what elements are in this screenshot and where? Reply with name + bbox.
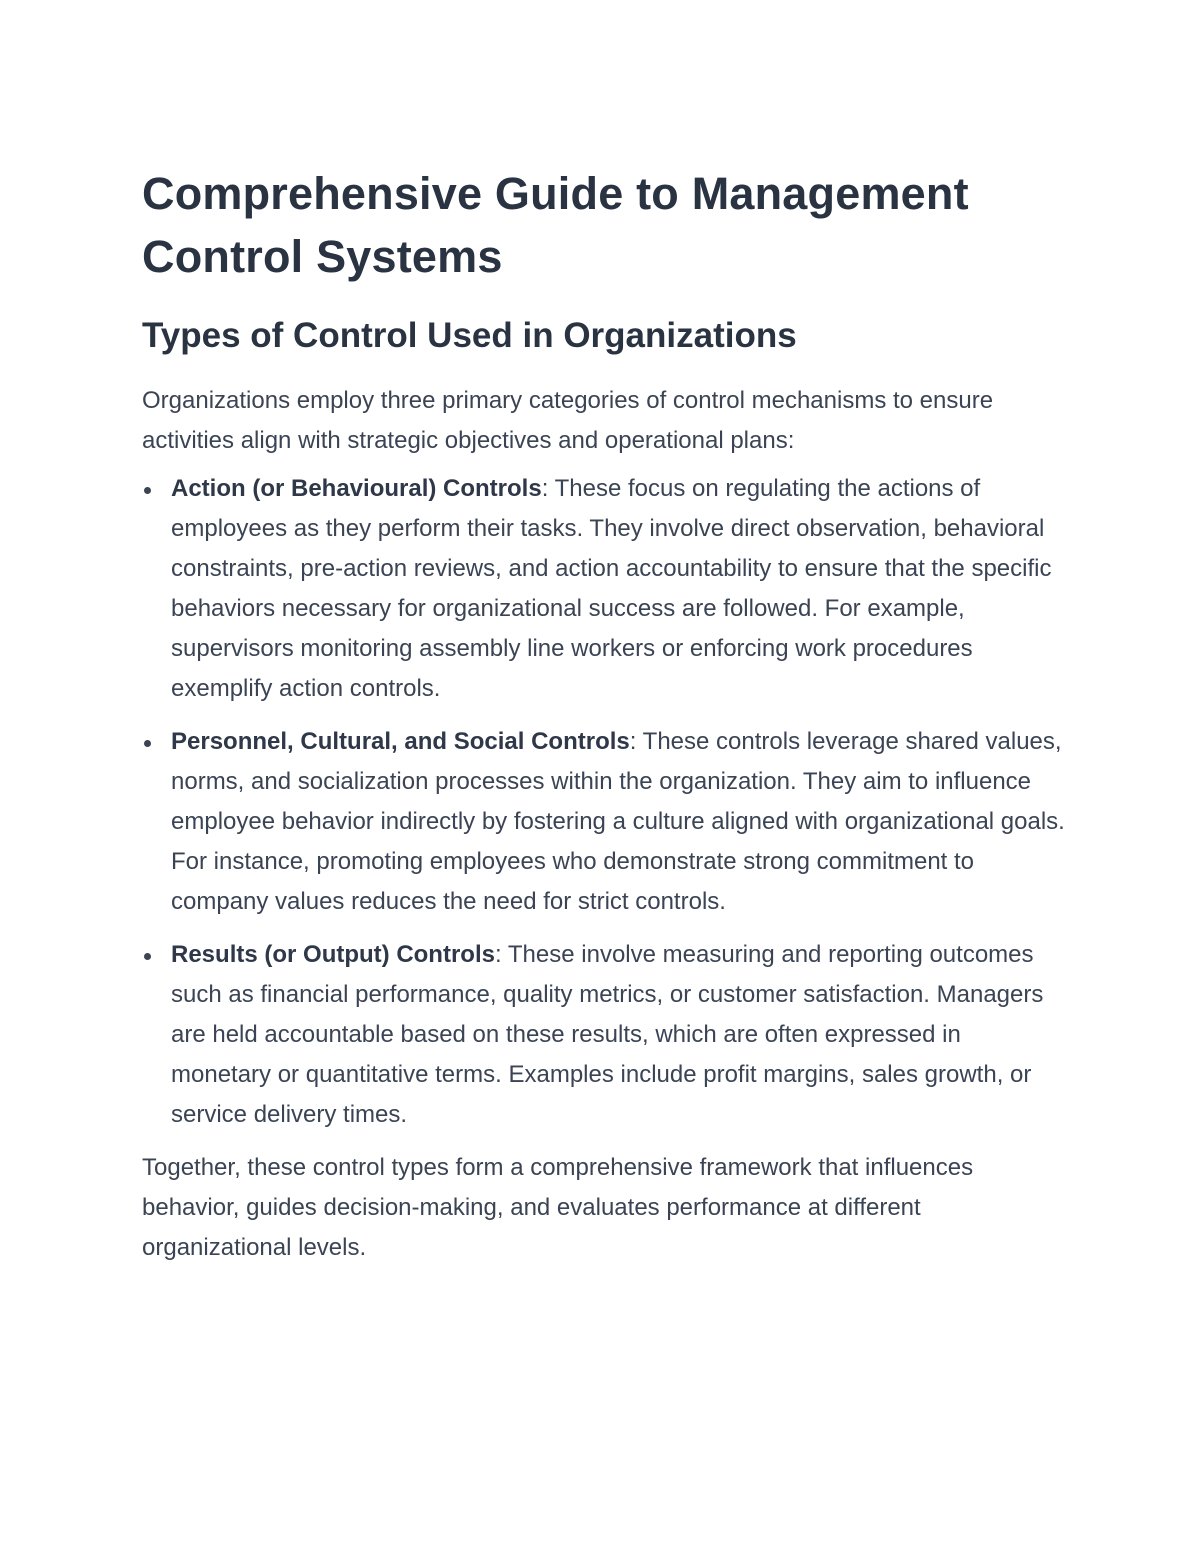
list-item-results-controls: Results (or Output) Controls: These involve measuring and reporting outcomes such as financial performance, quality metrics, or customer satisfaction. Managers are held accountable based on these results, which are often expressed in monetary or quantitative terms. Examples include profit margins, sales growth, or service delivery times. <box>142 935 1067 1135</box>
list-item-action-controls: Action (or Behavioural) Controls: These focus on regulating the actions of employees as they perform their tasks. They involve direct observation, behavioral constraints, pre-action reviews, and action accountability to ensure that the specific behaviors necessary for organizational success are followed. For example, supervisors monitoring assembly line workers or enforcing work procedures exemplify action controls. <box>142 469 1067 709</box>
bullet-icon <box>144 487 151 494</box>
bullet-icon <box>144 740 151 747</box>
control-term: Personnel, Cultural, and Social Controls <box>171 728 630 755</box>
control-types-list <box>142 469 1067 1135</box>
control-description: These controls leverage shared values, norms, and socialization processes within the organization. They aim to influence employee behavior indirectly by fostering a culture aligned with organizational goals. For instance, promoting employees who demonstrate strong commitment to company values reduces the need for strict controls. <box>171 728 1065 915</box>
control-term: Action (or Behavioural) Controls <box>171 475 542 502</box>
document-title: Comprehensive Guide to Management Control Systems <box>142 168 969 282</box>
control-term: Results (or Output) Controls <box>171 941 495 968</box>
control-description: These focus on regulating the actions of employees as they perform their tasks. They involve direct observation, behavioral constraints, pre-action reviews, and action accountability to ensure that the specific behaviors necessary for organizational success are followed. For example, supervisors monitoring assembly line workers or enforcing work procedures exemplify action controls. <box>171 475 1052 702</box>
conclusion-paragraph: Together, these control types form a comprehensive framework that influences behavior, guides decision-making, and evaluates performance at different organizational levels. <box>142 1154 974 1261</box>
bullet-icon <box>144 953 151 960</box>
section-heading: Types of Control Used in Organizations <box>142 316 797 355</box>
control-description: These involve measuring and reporting outcomes such as financial performance, quality metrics, or customer satisfaction. Managers are held accountable based on these results, which are often expressed in monetary or quantitative terms. Examples include profit margins, sales growth, or service delivery times. <box>171 941 1044 1128</box>
document-page <box>142 162 1067 1268</box>
intro-paragraph: Organizations employ three primary categories of control mechanisms to ensure activities align with strategic objectives and operational plans: <box>142 387 994 454</box>
list-item-personnel-controls: Personnel, Cultural, and Social Controls: These controls leverage shared values, norms, and socialization processes within the organization. They aim to influence employee behavior indirectly by fostering a culture aligned with organizational goals. For instance, promoting employees who demonstrate strong commitment to company values reduces the need for strict controls. <box>142 722 1067 922</box>
